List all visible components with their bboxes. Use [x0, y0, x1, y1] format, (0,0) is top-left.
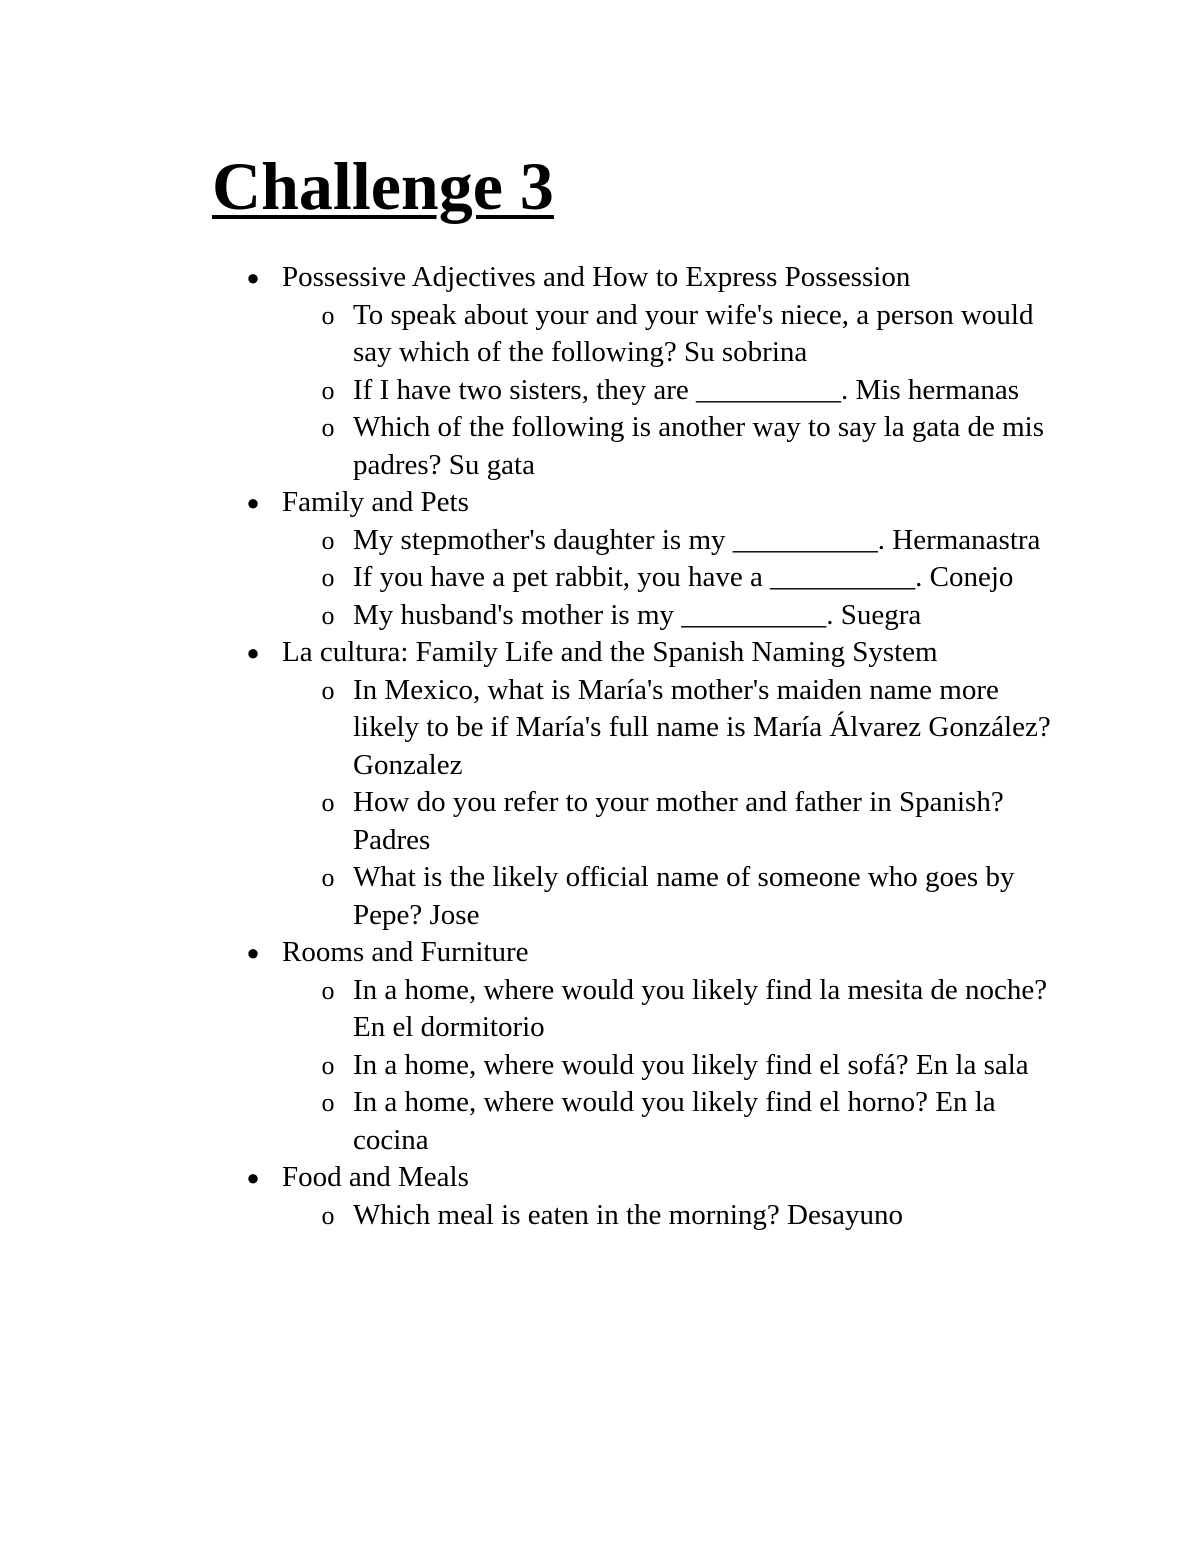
- question-text: In a home, where would you likely find la mesita de noche? En el dormitorio: [353, 973, 1048, 1043]
- circle-bullet-icon: o: [321, 1088, 335, 1117]
- question-text: In Mexico, what is María's mother's maiden name more likely to be if María's full name is María Álvarez González? Gonzalez: [353, 673, 1051, 781]
- topic-item: [0, 259, 1072, 484]
- topic-list: [0, 259, 1200, 1234]
- circle-bullet-icon: o: [321, 863, 335, 892]
- bullet-icon: ●: [246, 265, 260, 290]
- question-text: What is the likely official name of someone who goes by Pepe? Jose: [353, 861, 1015, 931]
- circle-bullet-icon: o: [321, 413, 335, 442]
- question-item: [0, 1047, 1065, 1085]
- circle-bullet-icon: o: [321, 300, 335, 330]
- circle-bullet-icon: o: [321, 675, 335, 705]
- circle-bullet-icon: o: [321, 600, 335, 630]
- question-text: My husband's mother is my __________. Suegra: [353, 598, 922, 631]
- question-item: [0, 859, 1065, 934]
- circle-bullet-icon: o: [321, 788, 335, 817]
- question-item: [0, 784, 1065, 859]
- question-item: [0, 672, 1065, 785]
- question-item: [0, 1197, 1065, 1235]
- topic-item: [0, 484, 1072, 634]
- bullet-icon: ●: [246, 940, 260, 965]
- question-text: Which of the following is another way to say la gata de mis padres? Su gata: [353, 411, 1044, 481]
- question-text: Which meal is eaten in the morning? Desayuno: [353, 1198, 904, 1231]
- question-text: In a home, where would you likely find el sofá? En la sala: [353, 1048, 1029, 1081]
- question-text: How do you refer to your mother and father in Spanish? Padres: [353, 786, 1004, 856]
- bullet-icon: ●: [246, 1165, 260, 1190]
- question-list: [282, 297, 1072, 485]
- question-list: [282, 1197, 1072, 1235]
- question-list: [282, 672, 1072, 935]
- question-item: [0, 522, 1065, 560]
- question-text: To speak about your and your wife's niece, a person would say which of the following? Su sobrina: [353, 298, 1034, 368]
- question-text: If I have two sisters, they are __________. Mis hermanas: [353, 373, 1020, 406]
- page-title: Challenge 3: [212, 148, 554, 224]
- topic-heading: Food and Meals: [282, 1161, 469, 1193]
- question-text: In a home, where would you likely find el horno? En la cocina: [353, 1086, 996, 1156]
- circle-bullet-icon: o: [321, 563, 335, 592]
- circle-bullet-icon: o: [321, 1200, 335, 1230]
- circle-bullet-icon: o: [321, 1050, 335, 1080]
- bullet-icon: ●: [246, 640, 260, 665]
- question-list: [282, 972, 1072, 1160]
- circle-bullet-icon: o: [321, 375, 335, 405]
- topic-item: [0, 1159, 1072, 1234]
- circle-bullet-icon: o: [321, 975, 335, 1005]
- topic-heading: Possessive Adjectives and How to Express Possession: [282, 261, 911, 293]
- question-item: [0, 1084, 1065, 1159]
- question-text: My stepmother's daughter is my __________. Hermanastra: [353, 523, 1041, 556]
- question-item: [0, 297, 1065, 372]
- topic-item: [0, 934, 1072, 1159]
- topic-heading: La cultura: Family Life and the Spanish Naming System: [282, 636, 938, 668]
- topic-heading: Rooms and Furniture: [282, 936, 529, 968]
- question-text: If you have a pet rabbit, you have a __________. Conejo: [353, 561, 1014, 593]
- question-item: [0, 372, 1065, 410]
- circle-bullet-icon: o: [321, 525, 335, 555]
- topic-heading: Family and Pets: [282, 486, 469, 518]
- question-item: [0, 409, 1065, 484]
- question-item: [0, 972, 1065, 1047]
- bullet-icon: ●: [246, 490, 260, 515]
- question-item: [0, 597, 1065, 635]
- topic-item: [0, 634, 1072, 934]
- question-item: [0, 559, 1065, 597]
- question-list: [282, 522, 1072, 635]
